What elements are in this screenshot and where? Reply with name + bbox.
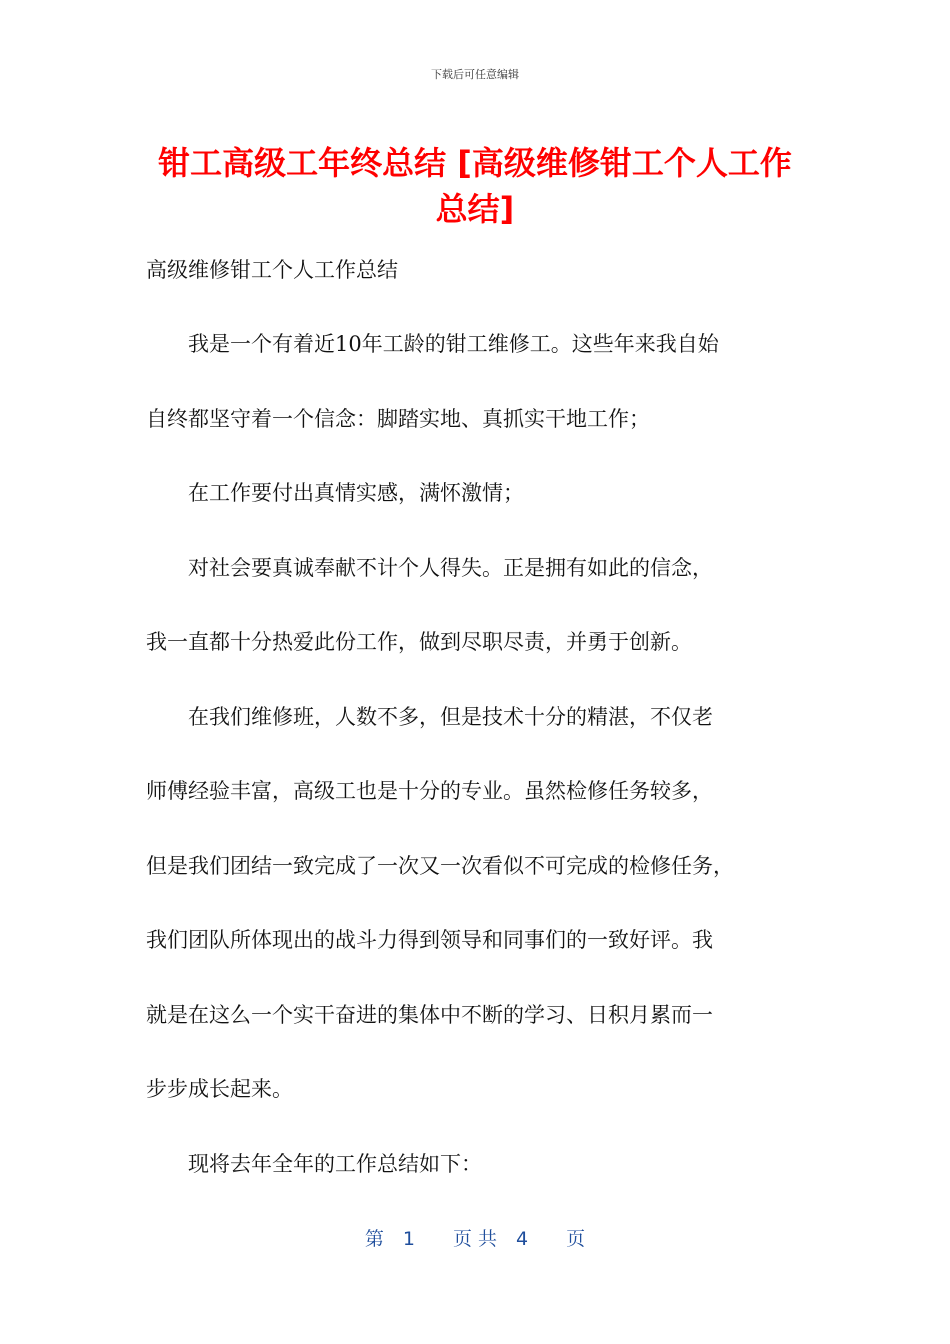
subtitle-line: 高级维修钳工个人工作总结 — [146, 258, 398, 282]
paragraph-line: 师傅经验丰富，高级工也是十分的专业。虽然检修任务较多， — [146, 779, 713, 803]
paragraph-line: 步步成长起来。 — [146, 1077, 293, 1101]
paragraph-line: 但是我们团结一致完成了一次又一次看似不可完成的检修任务， — [146, 854, 734, 878]
title-line-2: 总结] — [435, 190, 515, 228]
paragraph-line: 就是在这么一个实干奋进的集体中不断的学习、日积月累而一 — [146, 1003, 713, 1027]
document-title — [120, 140, 830, 232]
page-number-footer: 第 1 页 共 4 页 — [364, 1228, 586, 1250]
paragraph-line: 在工作要付出真情实感，满怀激情； — [146, 481, 524, 505]
paragraph-line: 我们团队所体现出的战斗力得到领导和同事们的一致好评。我 — [146, 928, 713, 952]
paragraph-line: 在我们维修班，人数不多，但是技术十分的精湛，不仅老 — [146, 705, 713, 729]
paragraph-line: 我一直都十分热爱此份工作，做到尽职尽责，并勇于创新。 — [146, 630, 692, 654]
paragraph-line: 对社会要真诚奉献不计个人得失。正是拥有如此的信念， — [146, 556, 713, 580]
paragraph-line: 我是一个有着近10年工龄的钳工维修工。这些年来我自始 — [146, 332, 719, 356]
title-line-1: 钳工高级工年终总结 [高级维修钳工个人工作 — [158, 144, 792, 182]
paragraph-line: 自终都坚守着一个信念：脚踏实地、真抓实干地工作； — [146, 407, 650, 431]
header-note: 下载后可任意编辑 — [431, 68, 519, 81]
paragraph-line: 现将去年全年的工作总结如下： — [146, 1152, 482, 1176]
